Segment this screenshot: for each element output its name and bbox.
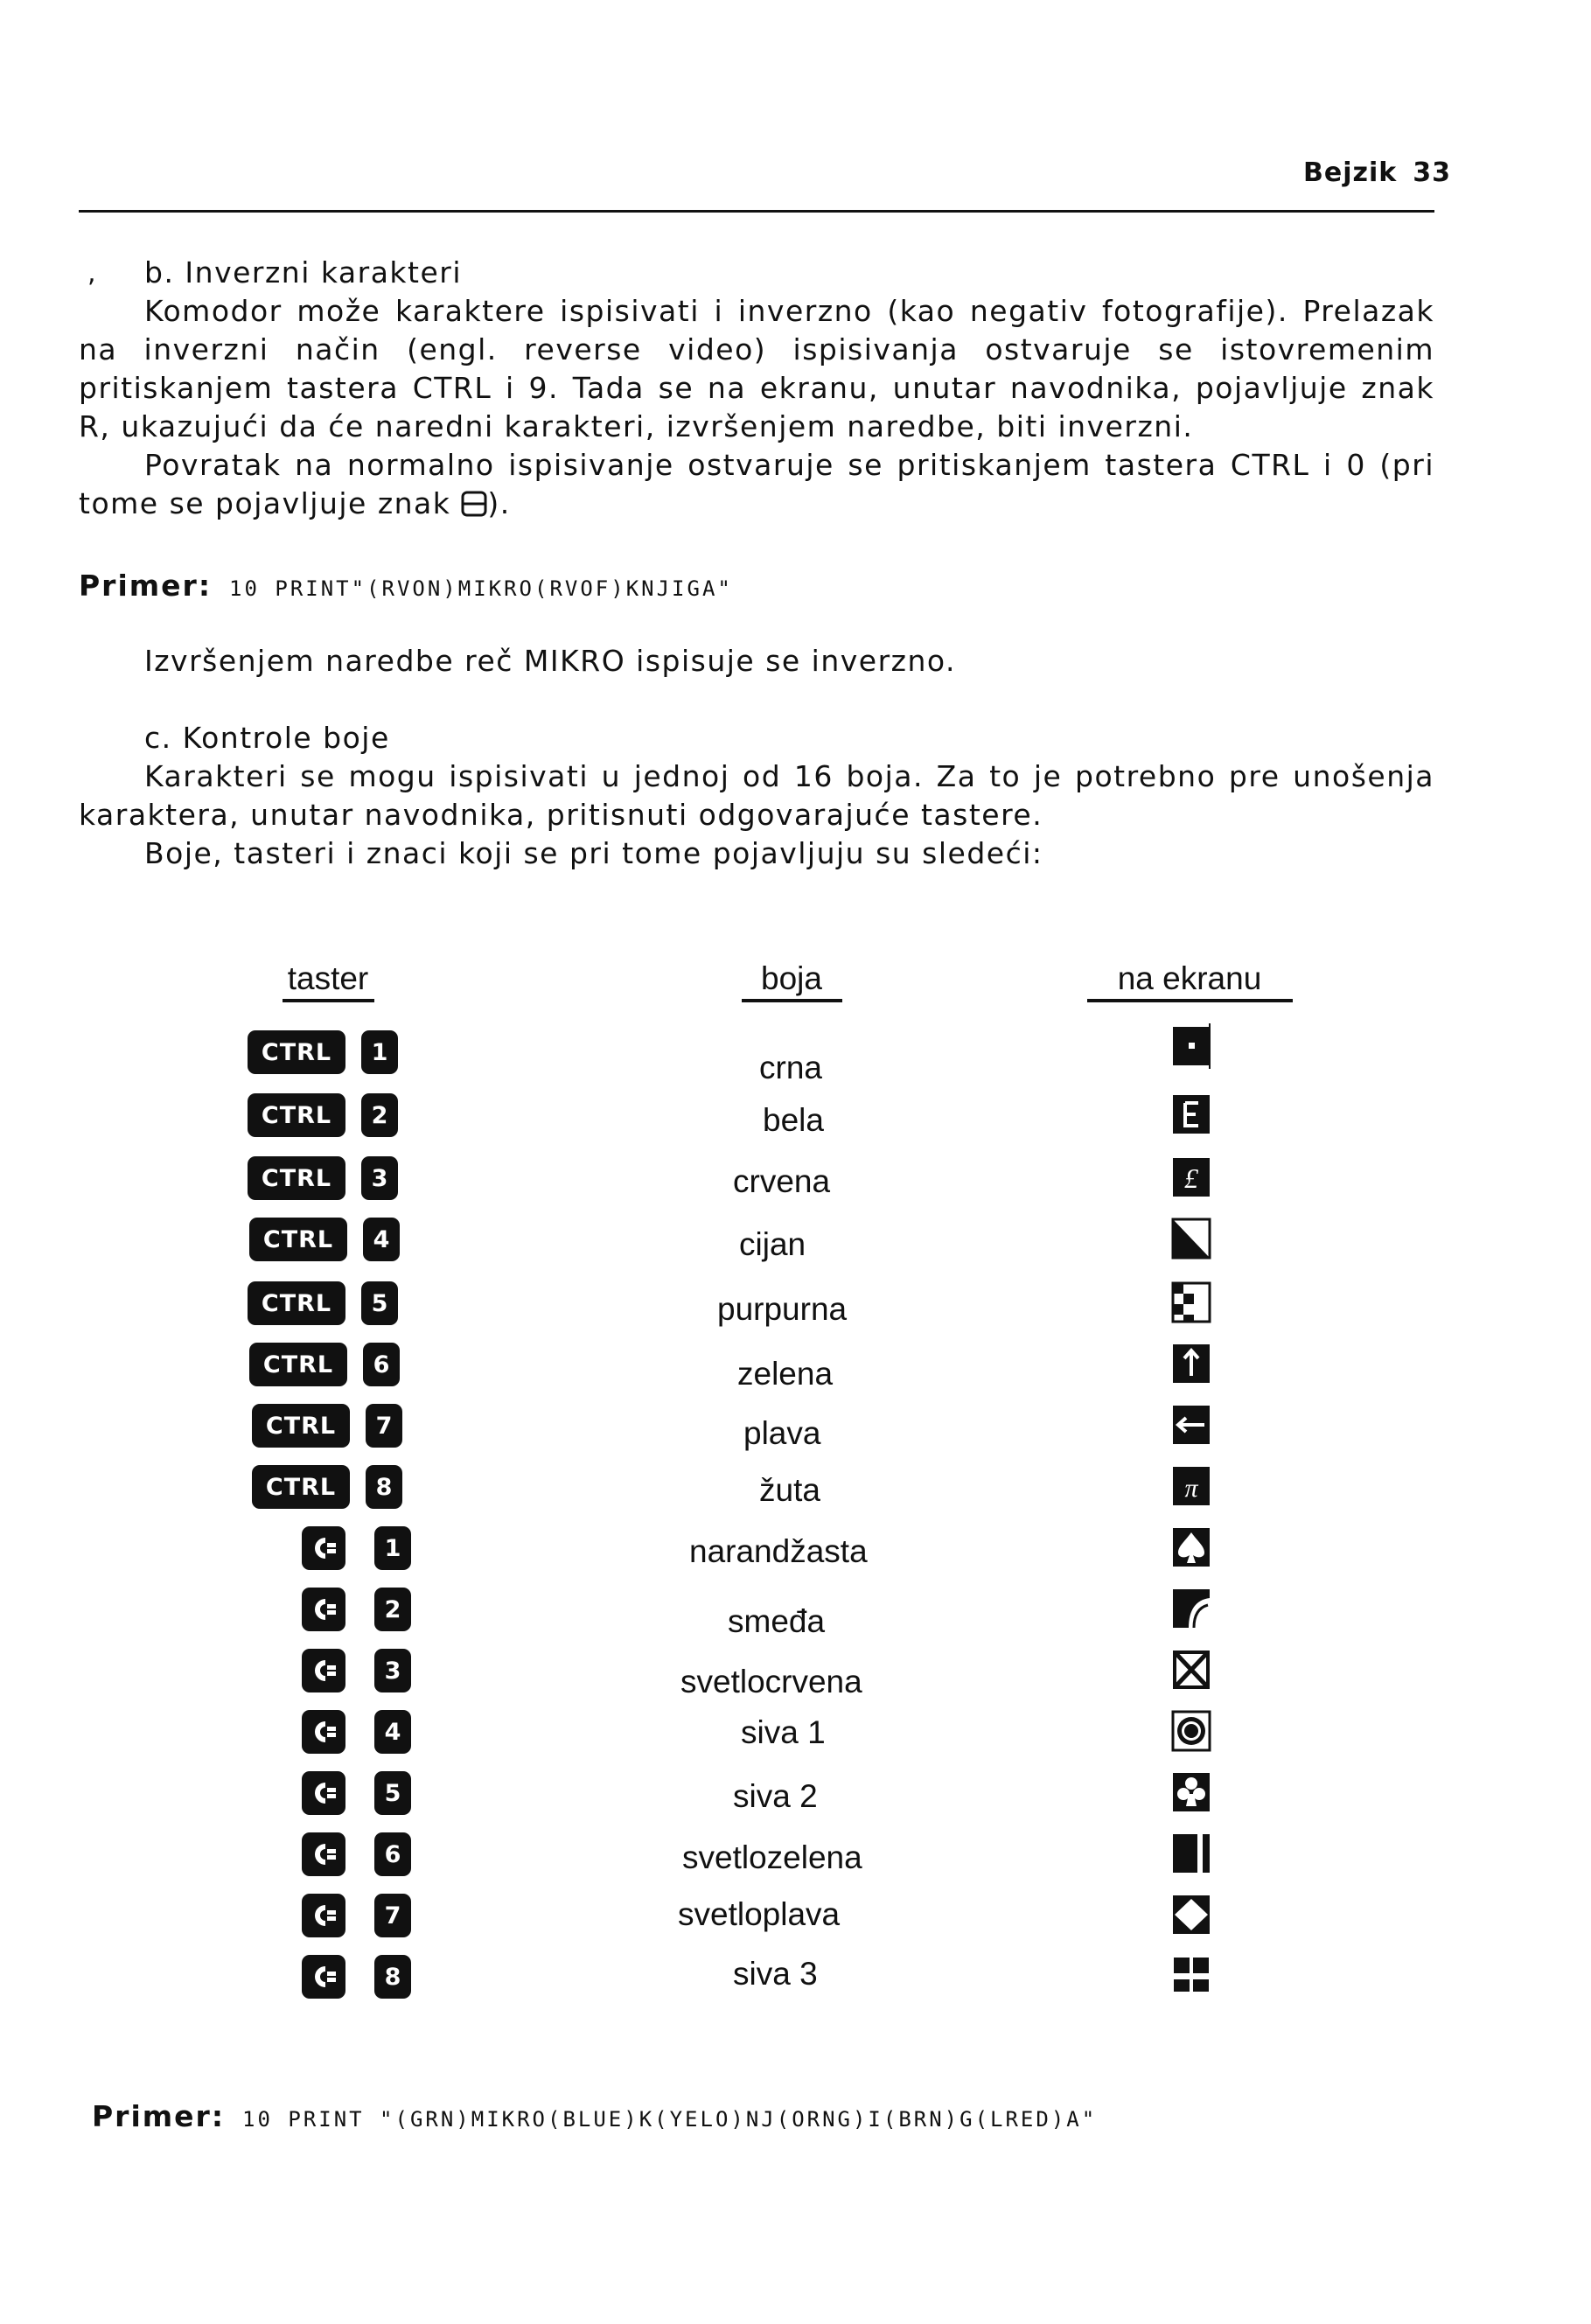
column-header-color: [739, 960, 844, 1002]
color-name: svetlocrvena: [680, 1664, 862, 1699]
color-name: narandžasta: [689, 1533, 868, 1569]
rvs-pi-icon: [1169, 1463, 1213, 1509]
number-key: 2: [361, 1093, 398, 1137]
section-c-paragraph-2: Boje, tasteri i znaci koji se pri tome pojavljuju su sledeći:: [144, 836, 1043, 870]
color-name: svetlozelena: [682, 1839, 862, 1875]
page-number: 33: [1413, 157, 1451, 188]
rvs-circle-icon: [1169, 1708, 1213, 1754]
rvs-up-arrow-icon: [1169, 1341, 1213, 1386]
page-header: [1303, 157, 1451, 188]
number-key: 7: [366, 1404, 402, 1448]
number-key: 8: [366, 1465, 402, 1509]
section-c-paragraph-1: Karakteri se mogu ispisivati u jednoj od 16 boja. Za to je potrebno pre unošenja karaktera, unutar navodnika, pritisnuti odgovarajuće tastere.: [79, 759, 1434, 832]
svg-text:£: £: [1184, 1162, 1198, 1194]
number-key: 2: [374, 1588, 411, 1631]
primer-1: [79, 569, 733, 603]
number-key: 5: [361, 1281, 398, 1325]
commodore-key: [302, 1588, 345, 1631]
color-name: crna: [759, 1050, 822, 1085]
commodore-key: [302, 1771, 345, 1815]
rvs-spade-icon: [1169, 1525, 1213, 1570]
commodore-key: [302, 1649, 345, 1692]
color-name: žuta: [759, 1472, 820, 1508]
primer-1-code: 10 PRINT"(RVON)MIKRO(RVOF)KNJIGA": [229, 576, 733, 601]
ctrl-key: CTRL: [248, 1156, 345, 1200]
color-name: svetloplava: [678, 1896, 841, 1932]
rvs-left-arrow-icon: [1169, 1402, 1213, 1448]
color-name: purpurna: [717, 1291, 848, 1327]
ctrl-key: CTRL: [248, 1093, 345, 1137]
rvs-quad-icon: [1169, 1953, 1213, 1999]
primer-1-label: Primer:: [79, 569, 213, 603]
rvs-e-icon: [1169, 1092, 1213, 1137]
color-name: zelena: [737, 1356, 834, 1392]
rvs-bar-icon: [1169, 1831, 1213, 1876]
section-c-title: c. Kontrole boje: [144, 721, 390, 755]
section-b-paragraph-2: [79, 446, 1434, 523]
ctrl-key: CTRL: [248, 1281, 345, 1325]
number-key: 3: [361, 1156, 398, 1200]
rvs-triangle-icon: [1169, 1216, 1213, 1261]
section-b-paragraph-1: Komodor može karaktere ispisivati i inverzno (kao negativ fotografije). Prelazak na inverzni način (engl. reverse video) ispisivanja ostvaruje se istovremenim pritiskanjem tastera CTRL i 9. Tada se na ekranu, unutar navodnika, pojavljuje znak R, ukazujući da će naredni karakteri, izvršenjem naredbe, biti inverzni.: [79, 294, 1434, 443]
number-key: 4: [363, 1218, 400, 1261]
column-header-key: [271, 960, 385, 1002]
color-name: plava: [743, 1415, 821, 1451]
color-name: crvena: [733, 1163, 831, 1199]
ctrl-key: CTRL: [249, 1218, 347, 1261]
ctrl-key: CTRL: [249, 1343, 347, 1386]
rvs-checker-icon: [1169, 1280, 1213, 1325]
number-key: 1: [374, 1526, 411, 1570]
color-name: siva 1: [741, 1714, 826, 1750]
number-key: 4: [374, 1710, 411, 1754]
color-name: siva 2: [733, 1778, 818, 1814]
commodore-key: [302, 1526, 345, 1570]
ctrl-key: CTRL: [252, 1404, 350, 1448]
rvs-cross-icon: [1169, 1647, 1213, 1692]
number-key: 6: [374, 1832, 411, 1876]
number-key: 3: [374, 1649, 411, 1692]
section-b-paragraph-2-tail: ).: [487, 486, 511, 520]
rvs-dot-icon: [1169, 1023, 1213, 1069]
header-rule: [79, 210, 1434, 213]
color-name: smeđa: [728, 1603, 826, 1639]
rvs-diamond-icon: [1169, 1892, 1213, 1937]
column-header-key-text: taster: [287, 960, 369, 996]
commodore-key: [302, 1710, 345, 1754]
section-b: [79, 254, 1434, 523]
ctrl-key: CTRL: [252, 1465, 350, 1509]
running-title: Bejzik: [1303, 157, 1398, 188]
primer-2-code: 10 PRINT "(GRN)MIKRO(BLUE)K(YELO)NJ(ORNG)I(BRN)G(LRED)A": [242, 2107, 1098, 2132]
commodore-key: [302, 1955, 345, 1999]
number-key: 5: [374, 1771, 411, 1815]
section-b-paragraph-2-text: Povratak na normalno ispisivanje ostvaruje se pritiskanjem tastera CTRL i 0 (pri tome se pojavljuje znak: [79, 448, 1434, 520]
color-name: cijan: [739, 1226, 806, 1262]
commodore-key: [302, 1894, 345, 1937]
number-key: 7: [374, 1894, 411, 1937]
color-name: siva 3: [733, 1956, 818, 1992]
primer-2-label: Primer:: [92, 2099, 226, 2133]
section-c: [79, 719, 1434, 873]
commodore-key: [302, 1832, 345, 1876]
ctrl-key: CTRL: [248, 1030, 345, 1074]
column-header-screen-text: na ekranu: [1117, 960, 1262, 996]
primer-1-note: Izvršenjem naredbe reč MIKRO ispisuje se inverzno.: [144, 644, 957, 678]
column-header-screen: [1085, 960, 1294, 1002]
rvs-arc-icon: [1169, 1586, 1213, 1631]
primer-2: [92, 2099, 1097, 2133]
rvs-off-key-icon: [461, 491, 487, 517]
column-header-color-text: boja: [761, 960, 822, 996]
section-b-title: b. Inverzni karakteri: [144, 255, 462, 290]
rvs-club-icon: [1169, 1769, 1213, 1815]
number-key: 8: [374, 1955, 411, 1999]
margin-mark: ,: [87, 258, 96, 289]
rvs-pound-icon: [1169, 1155, 1213, 1200]
color-name: bela: [763, 1102, 824, 1138]
number-key: 1: [361, 1030, 398, 1074]
number-key: 6: [363, 1343, 400, 1386]
svg-text:π: π: [1184, 1474, 1198, 1503]
primer-1-note-block: [79, 642, 1434, 680]
